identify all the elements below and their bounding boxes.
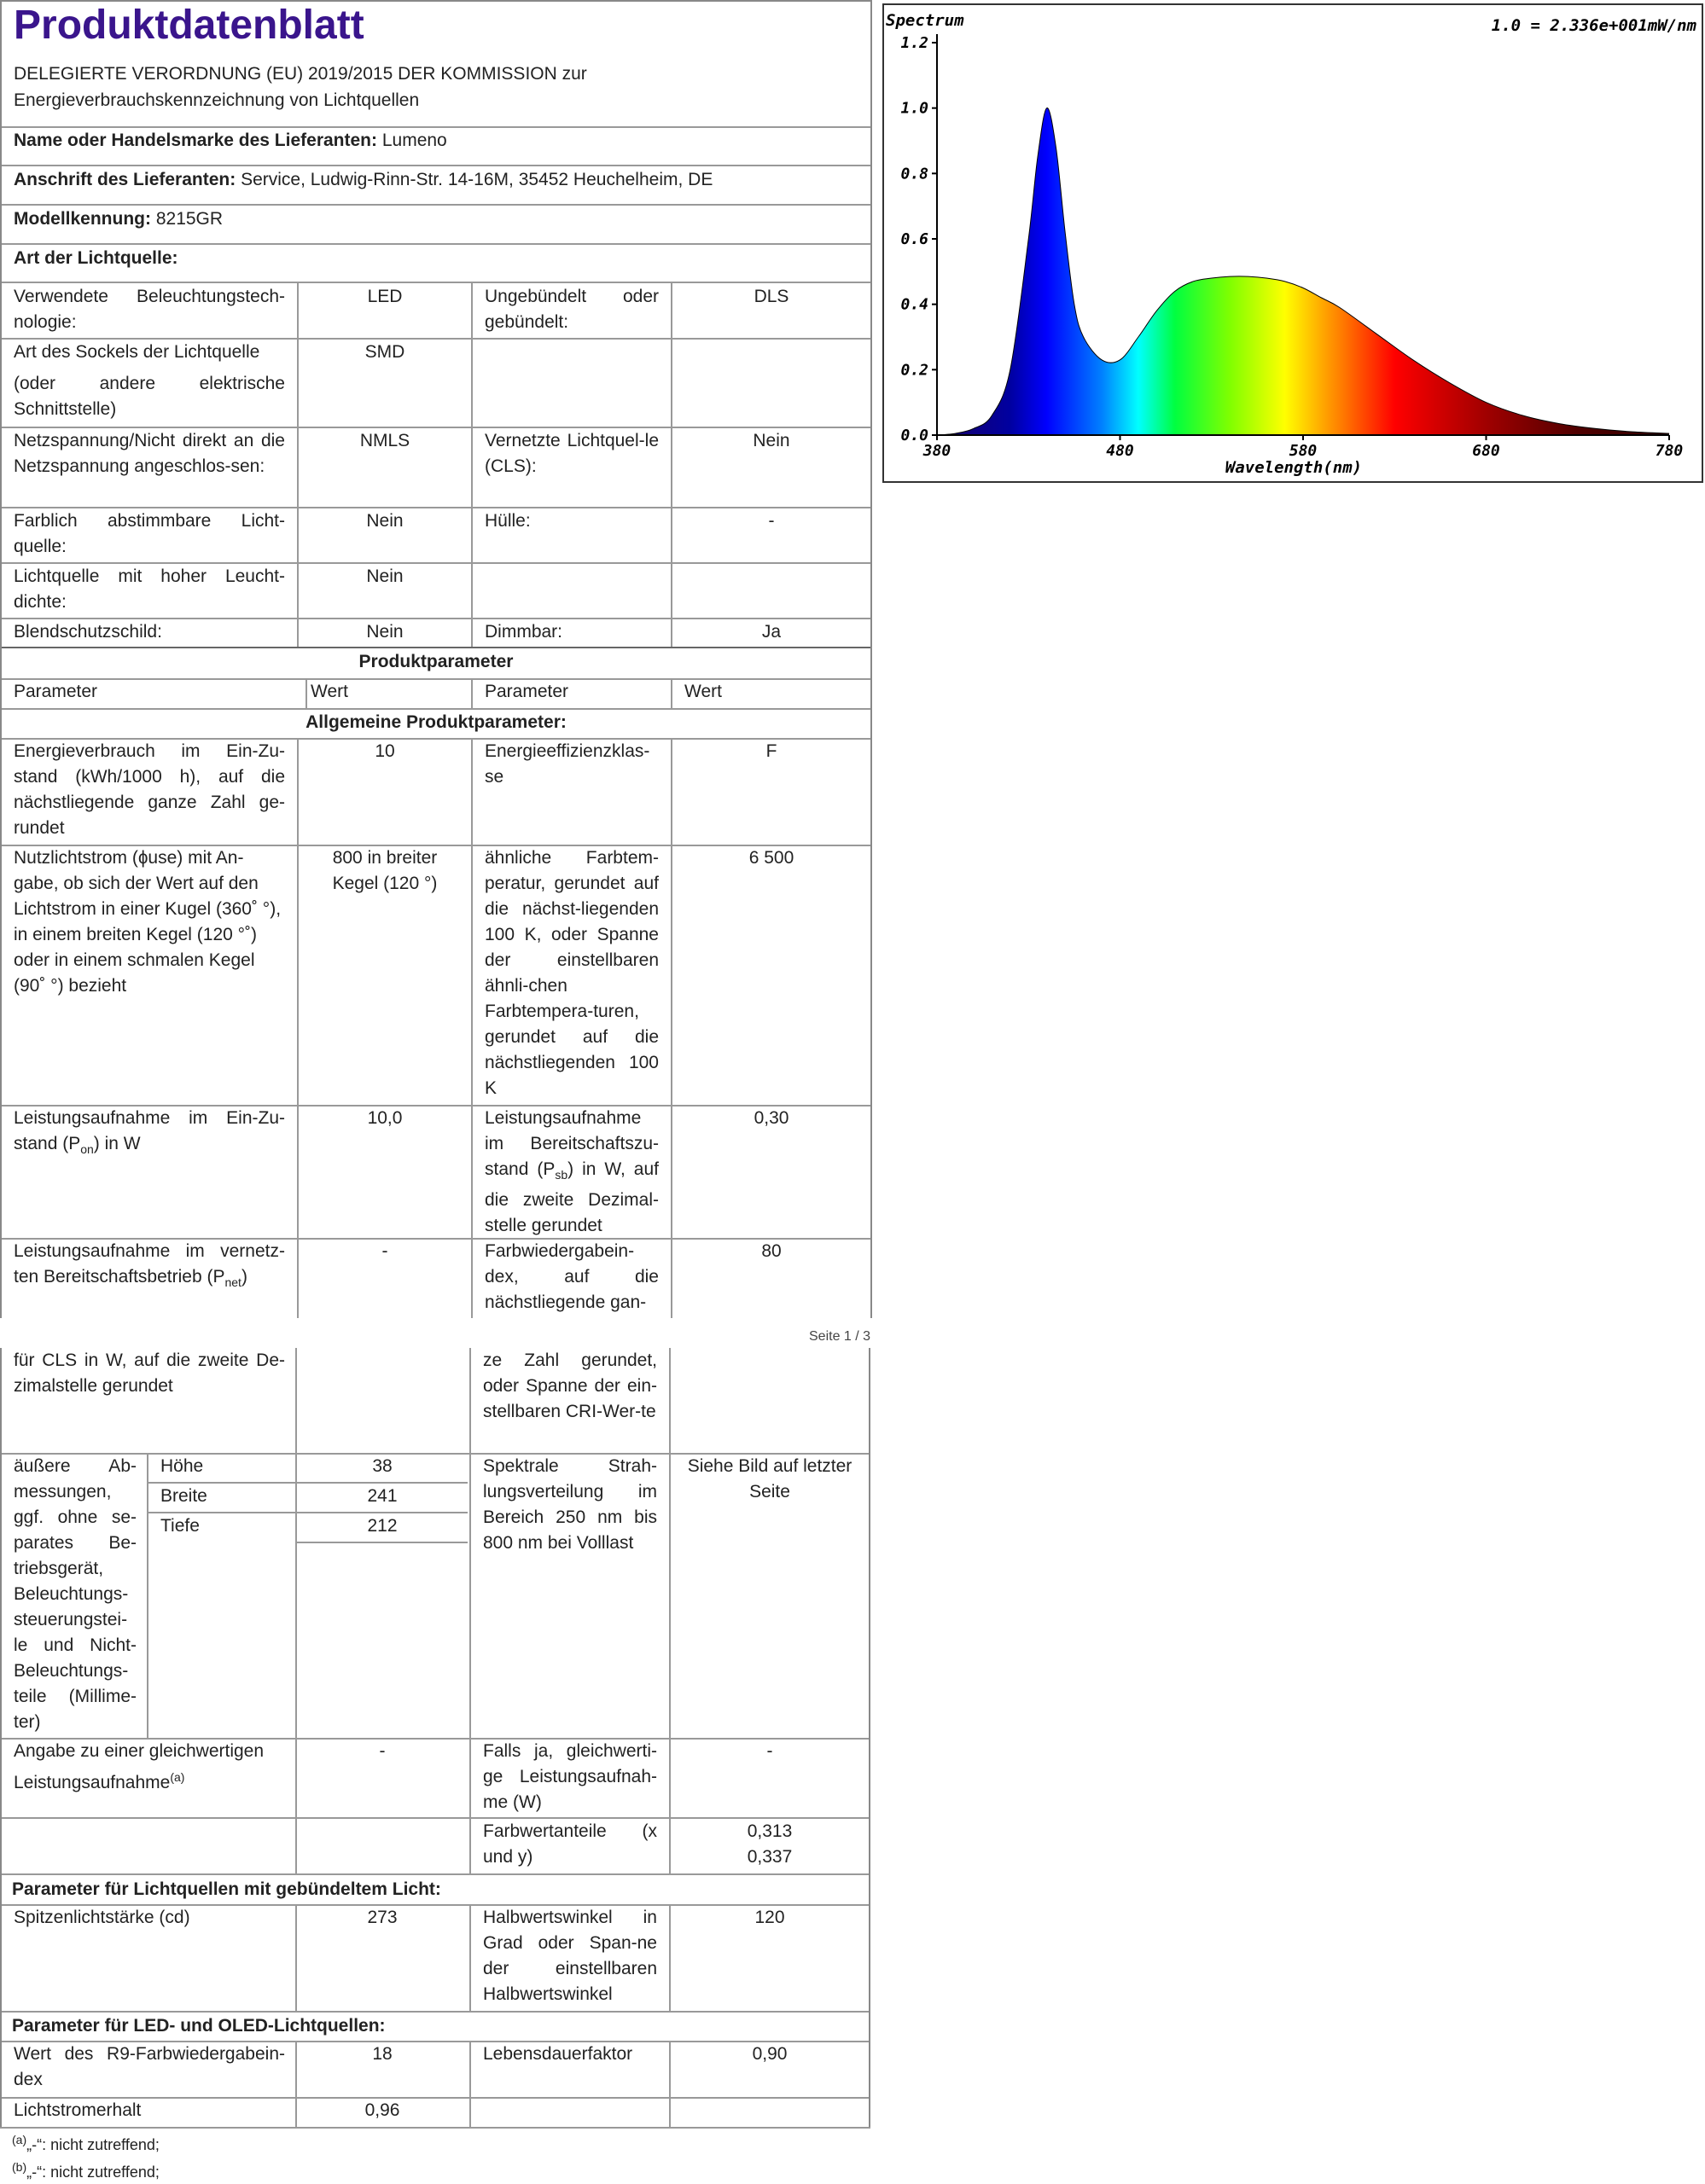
footnote-a: $^{(a)}$„-“: nicht zutreffend;	[12, 2133, 160, 2153]
supplier-row	[14, 128, 447, 154]
address-row	[14, 167, 713, 193]
spectrum-svg	[884, 5, 1702, 481]
type-row-6-label2: Dimmbar:	[485, 622, 563, 642]
equiv2-value: -	[766, 1741, 773, 1761]
supplier-value: Lumeno	[381, 131, 447, 150]
type-row-4-label: Farblich abstimmbare Licht-quelle:	[14, 511, 285, 556]
general-row-2-label2: ähnliche Farbtem-peratur, gerundet auf die nächst-liegenden 100 K, oder Spanne der einstellbaren ähnli-chen Farbtempera-turen, gerundet auf die nächstliegenden 100 K	[485, 848, 659, 1098]
lumen-value: 0,96	[364, 2100, 400, 2120]
model-value: 8215GR	[155, 209, 224, 229]
spectrum-area	[937, 108, 1669, 435]
type-row-6-value: Nein	[366, 622, 404, 642]
footnote-b: $^{(b)}$„-“: nicht zutreffend;	[12, 2160, 160, 2181]
type-row-6-label: Blendschutzschild:	[14, 622, 162, 642]
section-led: Parameter für LED- und OLED-Lichtquellen:	[12, 2016, 386, 2036]
general-row-1-label2: Energieeffizienzklas-se	[485, 741, 650, 787]
address-value: Service, Ludwig-Rinn-Str. 14-16M, 35452 Heuchelheim, DE	[241, 170, 713, 189]
type-row-3-value2: Nein	[753, 431, 790, 450]
x-tick-label: 380	[922, 442, 951, 460]
spectral-value: Siehe Bild auf letzter Seite	[687, 1456, 852, 1502]
equiv-label: Angabe zu einer gleichwertigen Leistungsaufnahme$^{(a)}$	[14, 1741, 265, 1792]
y-tick-label: 1.2	[900, 34, 928, 52]
cont-row-label: für CLS in W, auf die zweite De-zimalstelle gerundet	[14, 1350, 285, 1396]
type-row-3-value: NMLS	[359, 431, 410, 450]
type-row-4-value: Nein	[366, 511, 404, 531]
dim-value-depth: 212	[367, 1516, 398, 1536]
x-tick-label: 580	[1289, 442, 1318, 460]
type-row-1-label2: Ungebündelt oder gebündelt:	[485, 287, 659, 332]
equiv2-label: Falls ja, gleichwerti-ge Leistungsaufnah-me (W)	[483, 1741, 657, 1812]
dim-value-height: 38	[372, 1456, 393, 1476]
type-row-2-label: Art des Sockels der Lichtquelle	[14, 342, 260, 362]
general-row-2-value: 800 in breiter Kegel (120 °)	[332, 848, 438, 893]
regulation-line-1: DELEGIERTE VERORDNUNG (EU) 2019/2015 DER KOMMISSION zur	[14, 64, 587, 84]
equiv-value: -	[379, 1741, 386, 1761]
address-label: Anschrift des Lieferanten:	[14, 170, 236, 189]
type-row-1-value2: DLS	[754, 287, 789, 306]
general-row-1-value2: F	[765, 741, 777, 761]
regulation-line-2: Energieverbrauchskennzeichnung von Lichtquellen	[14, 90, 420, 110]
section-product: Produktparameter	[358, 652, 514, 671]
general-row-4-label2: Farbwiedergabein-dex, auf die nächstliegende gan-	[485, 1241, 659, 1312]
type-row-4-label2: Hülle:	[485, 511, 531, 531]
general-row-2-value2: 6 500	[748, 848, 794, 868]
header-value-2: Wert	[684, 682, 722, 701]
general-row-4-label: Leistungsaufnahme im vernetz-ten Bereitschaftsbetrieb $(P_{net})$	[14, 1241, 285, 1290]
dim-name-depth: Tiefe	[160, 1516, 200, 1536]
type-row-4-value2: -	[768, 511, 775, 531]
type-row-1-label: Verwendete Beleuchtungstech-nologie:	[14, 287, 285, 332]
r9-label: Wert des R9-Farbwiedergabein-dex	[14, 2044, 285, 2089]
general-row-3-value2: 0,30	[754, 1108, 789, 1128]
general-row-1-label: Energieverbrauch im Ein-Zu-stand (kWh/1000 h), auf die nächstliegende ganze Zahl ge-rundet	[14, 741, 285, 838]
dim-name-height: Höhe	[160, 1456, 204, 1476]
y-tick-label: 0.6	[900, 230, 928, 248]
type-row-3-label: Netzspannung/Nicht direkt an die Netzspannung angeschlos-sen:	[14, 431, 285, 476]
type-label: Art der Lichtquelle:	[14, 248, 178, 268]
header-value-1: Wert	[311, 682, 348, 701]
type-row-5-label: Lichtquelle mit hoher Leucht-dichte:	[14, 566, 285, 612]
section-directional: Parameter für Lichtquellen mit gebündeltem Licht:	[12, 1879, 441, 1899]
page-number: Seite 1 / 3	[809, 1329, 871, 1344]
dim-value-width: 241	[367, 1486, 398, 1506]
y-tick-label: 0.0	[900, 427, 928, 444]
header-param-2: Parameter	[485, 682, 569, 701]
chroma-y: 0,337	[747, 1847, 793, 1867]
life-label: Lebensdauerfaktor	[483, 2044, 633, 2064]
cont-row-label2: ze Zahl gerundet, oder Spanne der ein-stellbaren CRI-Wer-te	[483, 1350, 657, 1421]
model-label: Modellkennung:	[14, 209, 151, 229]
x-tick-label: 780	[1655, 442, 1684, 460]
chroma-x: 0,313	[747, 1821, 793, 1841]
x-tick-label: 680	[1472, 442, 1500, 460]
type-row-2-label-b: (oder andere elektrische Schnittstelle)	[14, 374, 285, 419]
type-row-2-value: SMD	[364, 342, 405, 362]
beam-label: Halbwertswinkel in Grad oder Span-ne der einstellbaren Halbwertswinkel	[483, 1908, 657, 2004]
dim-name-width: Breite	[160, 1486, 207, 1506]
peak-value: 273	[367, 1908, 398, 1927]
general-row-3-label: Leistungsaufnahme im Ein-Zu-stand $(P_{on})$ in W	[14, 1108, 285, 1157]
life-value: 0,90	[752, 2044, 788, 2064]
supplier-label: Name oder Handelsmarke des Lieferanten:	[14, 131, 377, 150]
header-param-1: Parameter	[14, 682, 98, 701]
y-tick-label: 0.2	[900, 361, 928, 380]
y-tick-label: 0.8	[900, 165, 928, 183]
y-tick-label: 1.0	[900, 99, 928, 118]
lumen-label: Lichtstromerhalt	[14, 2100, 142, 2120]
general-row-4-value2: 80	[761, 1241, 782, 1261]
type-row-3-label2: Vernetzte Lichtquel-le (CLS):	[485, 431, 659, 476]
dimensions-label: äußere Ab-messungen, ggf. ohne se-parates Be-triebsgerät, Beleuchtungs-steuerungstei-le und Nicht-Beleuchtungs-teile (Millime-ter)	[14, 1456, 137, 1732]
type-row-5-value: Nein	[366, 566, 404, 586]
type-row-6-value2: Ja	[761, 622, 782, 642]
general-row-1-value: 10	[375, 741, 395, 761]
spectral-label: Spektrale Strah-lungsverteilung im Bereich 250 nm bis 800 nm bei Volllast	[483, 1456, 657, 1553]
section-general: Allgemeine Produktparameter:	[306, 712, 567, 732]
general-row-3-label2: Leistungsaufnahme im Bereitschaftszu-stand $(P_{sb})$ in W, auf die zweite Dezimal-stelle gerundet	[485, 1108, 659, 1236]
x-tick-label: 480	[1106, 442, 1134, 460]
chart-scale-note: 1.0 = 2.336e+001mW/nm	[1491, 16, 1696, 35]
peak-label: Spitzenlichtstärke (cd)	[14, 1908, 190, 1927]
type-row-1-value: LED	[367, 287, 403, 306]
general-row-2-label: Nutzlichtstrom (ɸuse) mit An-gabe, ob sich der Wert auf den Lichtstrom in einer Kugel (360˚ °), in einem breiten Kegel (120 °˚) oder in einem schmalen Kegel (90˚ °) bezieht	[14, 848, 282, 996]
general-row-4-value: -	[381, 1241, 388, 1261]
y-tick-label: 0.4	[900, 295, 928, 314]
chroma-label: Farbwertanteile (x und y)	[483, 1821, 657, 1867]
page-title: Produktdatenblatt	[14, 3, 364, 48]
model-row	[14, 206, 223, 232]
chart-x-label: Wavelength(nm)	[1225, 458, 1363, 477]
r9-value: 18	[372, 2044, 393, 2064]
spectrum-chart	[882, 3, 1703, 483]
chart-title: Spectrum	[886, 11, 964, 30]
general-row-3-value: 10,0	[367, 1108, 403, 1128]
beam-value: 120	[754, 1908, 785, 1927]
